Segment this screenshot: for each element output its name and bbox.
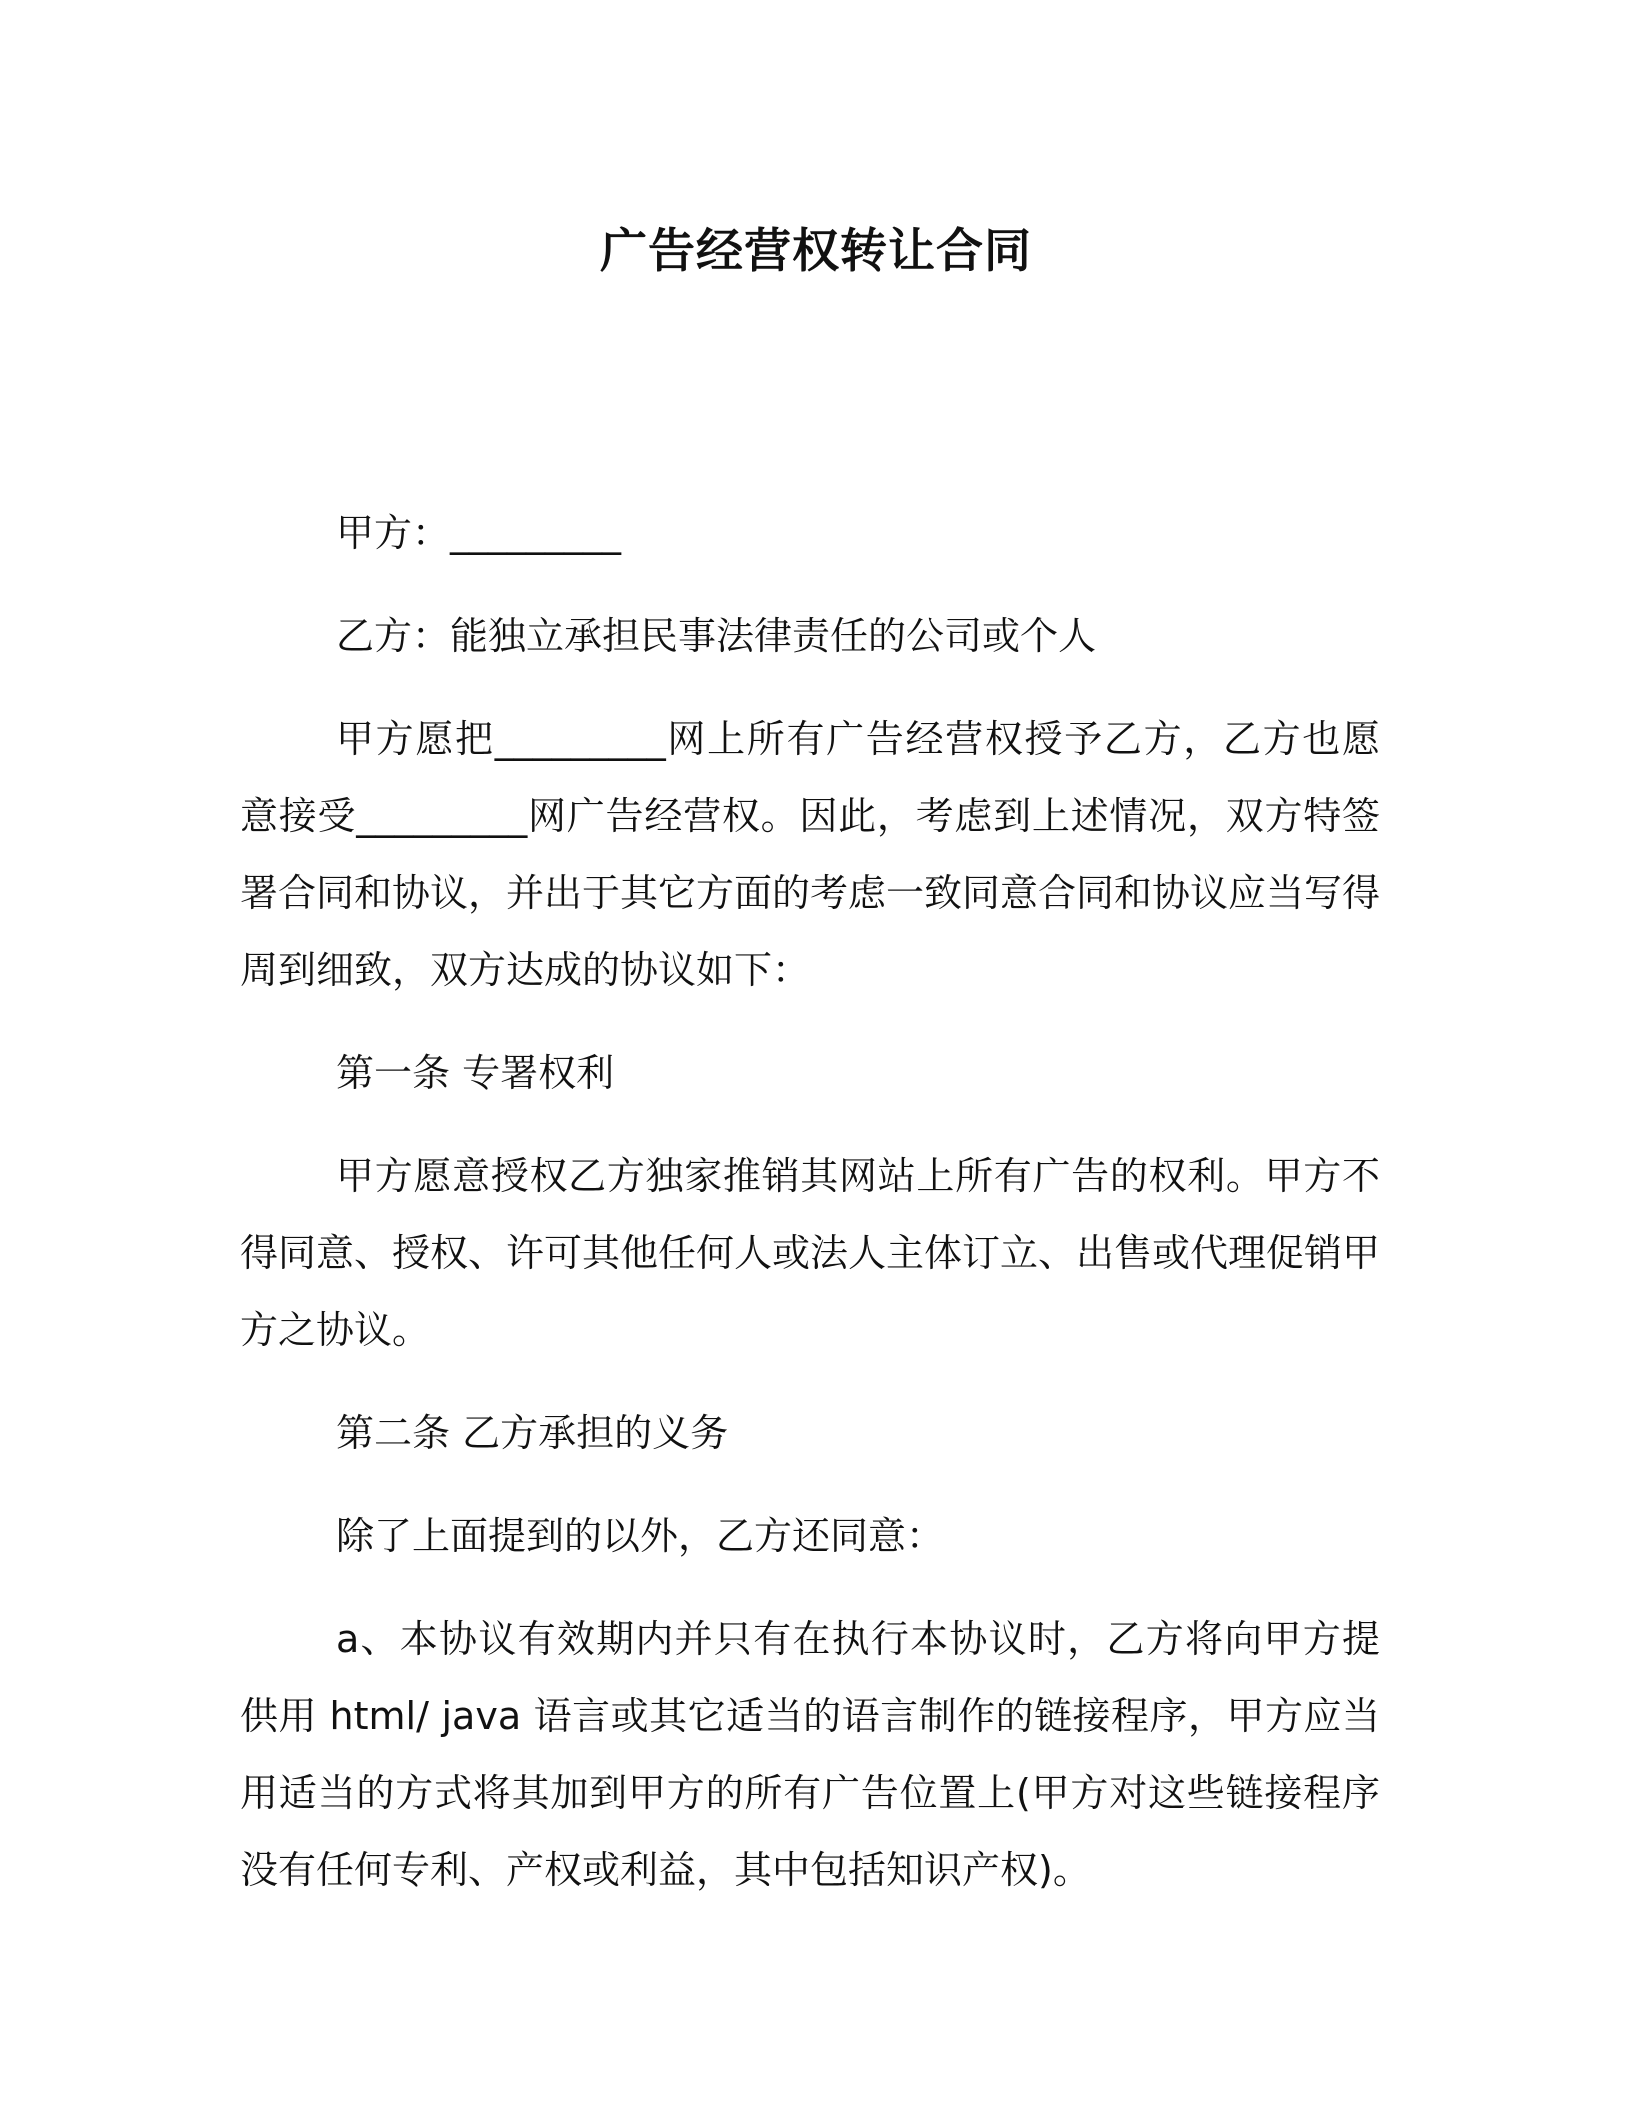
article-2-item-a: a、本协议有效期内并只有在执行本协议时，乙方将向甲方提供用 html/ java 语言或其它适当的语言制作的链接程序，甲方应当用适当的方式将其加到甲方的所有广告位置上(甲方对这些链接程序没有任何专利、产权或利益，其中包括知识产权)。 [240,1617,1380,1892]
party-b-line: 乙方：能独立承担民事法律责任的公司或个人 [336,614,1097,658]
document-body [240,495,1380,1935]
article-1-paragraph: 甲方愿意授权乙方独家推销其网站上所有广告的权利。甲方不得同意、授权、许可其他任何人或法人主体订立、出售或代理促销甲方之协议。 [240,1154,1381,1352]
party-a-line: 甲方：_________ [336,511,622,555]
article-2-heading: 第二条 乙方承担的义务 [336,1411,729,1455]
document-title: 广告经营权转让合同 [600,224,1032,279]
article-1-heading: 第一条 专署权利 [336,1051,615,1095]
article-2-intro: 除了上面提到的以外，乙方还同意： [336,1514,945,1558]
preamble-paragraph: 甲方愿把_________网上所有广告经营权授予乙方，乙方也愿意接受_________网广告经营权。因此，考虑到上述情况，双方特签署合同和协议，并出于其它方面的考虑一致同意合同和协议应当写得周到细致，双方达成的协议如下： [240,717,1381,992]
